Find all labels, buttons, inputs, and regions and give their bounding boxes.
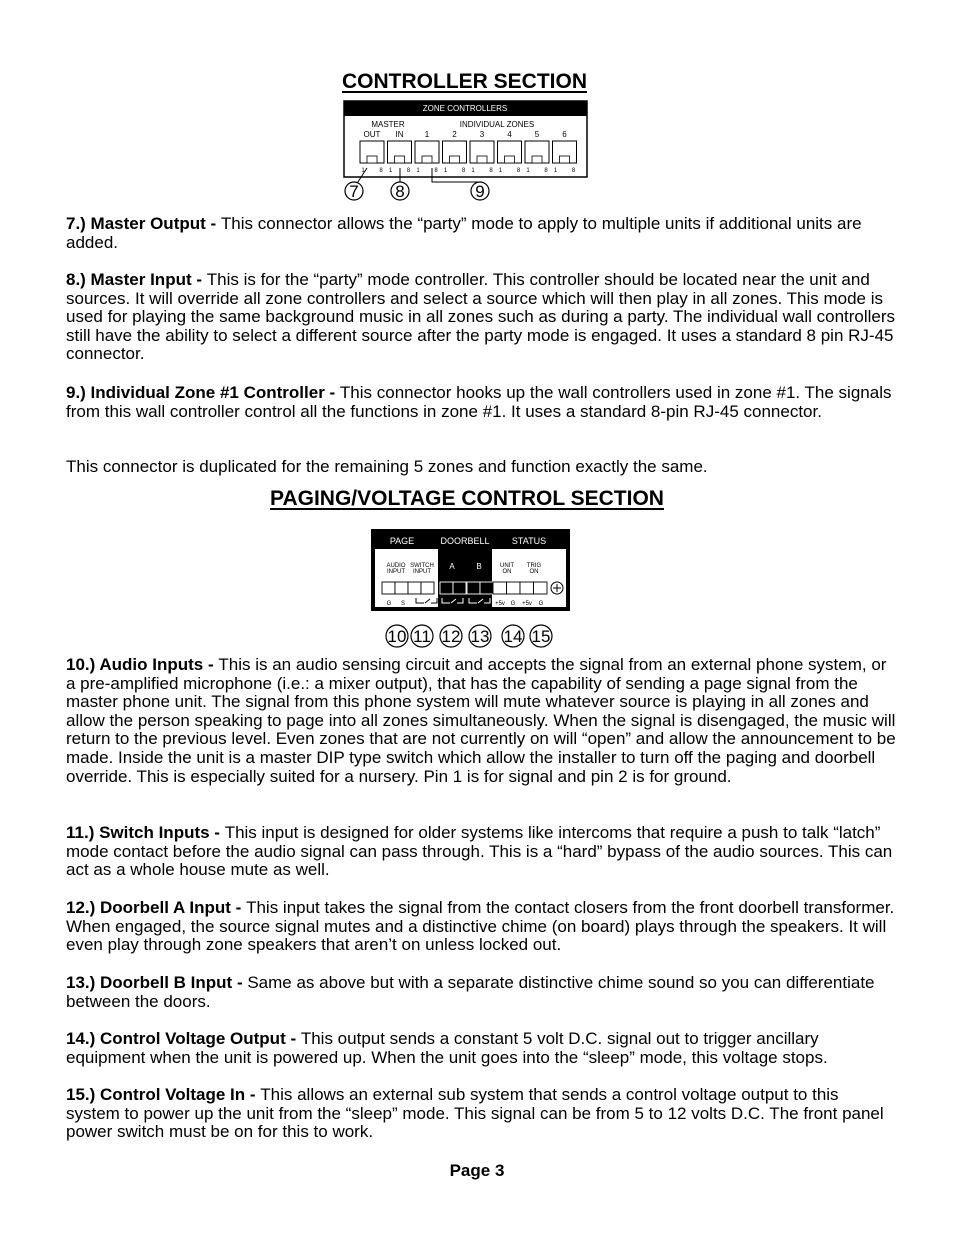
pin-label-high: 8 bbox=[379, 168, 383, 174]
item-lead: 14.) Control Voltage Output - bbox=[66, 1029, 301, 1048]
header-doorbell: DOORBELL bbox=[440, 536, 490, 546]
item-lead: 11.) Switch Inputs - bbox=[66, 823, 225, 842]
terminal-slot bbox=[534, 582, 548, 594]
terminal-slot bbox=[453, 582, 466, 594]
svg-text:7: 7 bbox=[349, 182, 359, 201]
unit-on-label-2: ON bbox=[502, 569, 512, 575]
callout-15 bbox=[530, 625, 552, 647]
svg-text:15: 15 bbox=[531, 627, 551, 646]
terminal-slot bbox=[480, 582, 493, 594]
pin-label-low: 1 bbox=[526, 168, 530, 174]
callout-11 bbox=[411, 625, 433, 647]
rj45-latch bbox=[450, 156, 460, 163]
zone-controllers-banner: ZONE CONTROLLERS bbox=[422, 104, 508, 113]
port-label: 3 bbox=[479, 130, 485, 139]
doorbell-a-label: A bbox=[449, 562, 455, 571]
trig-on-label: TRIG bbox=[526, 563, 542, 569]
page-number: Page 3 bbox=[449, 1161, 505, 1180]
rj45-latch bbox=[505, 156, 515, 163]
callout-14 bbox=[502, 625, 524, 647]
terminal-slot bbox=[493, 582, 507, 594]
port-label: 2 bbox=[452, 130, 457, 139]
callout-12 bbox=[440, 625, 462, 647]
item-control-voltage-output bbox=[66, 1030, 896, 1067]
terminal-g-1: G bbox=[386, 601, 392, 607]
item-audio-inputs bbox=[66, 656, 896, 786]
item-zone-controller bbox=[66, 384, 896, 421]
pin-label-high: 8 bbox=[489, 168, 493, 174]
controller-section-title: CONTROLLER SECTION bbox=[342, 70, 587, 93]
item-doorbell-a bbox=[66, 899, 896, 955]
switch-input-label: SWITCH bbox=[410, 563, 434, 569]
item-switch-inputs bbox=[66, 824, 896, 880]
ground-screw-icon bbox=[551, 582, 563, 594]
item-text: This connector hooks up the wall controllers used in zone #1. The signals from this wall controller control all the functions in zone #1. It uses a standard 8-pin RJ-45 connector. bbox=[66, 383, 892, 421]
terminal-slot bbox=[520, 582, 534, 594]
port-label: OUT bbox=[363, 130, 381, 139]
item-master-input bbox=[66, 271, 896, 364]
terminal-slot bbox=[507, 582, 521, 594]
item-text: This output sends a constant 5 volt D.C. signal out to trigger ancillary equipment when the unit is powered up. When the unit goes into the “sleep” mode, this voltage stops. bbox=[66, 1029, 828, 1067]
rj45-latch bbox=[422, 156, 432, 163]
item-lead: 8.) Master Input - bbox=[66, 270, 207, 289]
item-lead: 12.) Doorbell A Input - bbox=[66, 898, 247, 917]
terminal-slot bbox=[382, 582, 395, 594]
zone-controllers-diagram bbox=[340, 100, 590, 205]
pin-label-low: 1 bbox=[553, 168, 558, 174]
master-label: MASTER bbox=[371, 120, 405, 129]
port-label: IN bbox=[395, 130, 404, 139]
item-lead: 13.) Doorbell B Input - bbox=[66, 973, 248, 992]
item-lead: 7.) Master Output - bbox=[66, 214, 221, 233]
pin-label-low: 1 bbox=[388, 168, 393, 174]
item-doorbell-b bbox=[66, 974, 896, 1011]
unit-on-label: UNIT bbox=[500, 563, 514, 569]
svg-text:13: 13 bbox=[470, 627, 490, 646]
item-text: This input is designed for older systems like intercoms that require a push to talk “latch” mode contact before the audio signal can pass through. This is a “hard” bypass of the audio sources. This can act as a whole house mute as well. bbox=[66, 823, 893, 880]
terminal-s: S bbox=[400, 601, 406, 607]
audio-input-label: AUDIO bbox=[386, 563, 406, 569]
item-text: This allows an external sub system that sends a control voltage output to this system to power up the unit from the “sleep” mode. This signal can be from 5 to 12 volts D.C. The front panel power switch must be on for this to work. bbox=[66, 1085, 884, 1142]
item-text: Same as above but with a separate distinctive chime sound so you can differentiate between the doors. bbox=[66, 973, 875, 1011]
port-label: 6 bbox=[562, 130, 567, 139]
callout-9 bbox=[471, 182, 489, 201]
svg-text:9: 9 bbox=[475, 182, 485, 201]
callout-10 bbox=[386, 625, 408, 647]
rj45-latch bbox=[367, 156, 377, 163]
callout-7 bbox=[345, 182, 363, 201]
pin-label-low: 1 bbox=[416, 168, 420, 174]
port-label: 4 bbox=[507, 130, 512, 139]
svg-text:8: 8 bbox=[395, 182, 405, 201]
paging-voltage-diagram bbox=[370, 528, 580, 653]
svg-text:11: 11 bbox=[413, 627, 431, 646]
pin-label-high: 8 bbox=[571, 168, 576, 174]
terminal-5v-2: +5v bbox=[522, 601, 532, 607]
terminal-g-2: G bbox=[510, 601, 516, 607]
svg-text:10: 10 bbox=[387, 627, 407, 646]
pin-label-low: 1 bbox=[471, 168, 475, 174]
audio-input-label-2: INPUT bbox=[387, 569, 405, 575]
pin-label-low: 1 bbox=[361, 168, 365, 174]
switch-input-label-2: INPUT bbox=[413, 569, 431, 575]
item-text: This input takes the signal from the contact closers from the front doorbell transformer. When engaged, the source signal mutes and a distinctive chime (on board) plays through the speakers. It will even play through zone speakers that aren’t on unless locked out. bbox=[66, 898, 895, 955]
terminal-slot bbox=[395, 582, 408, 594]
doorbell-b-label: B bbox=[476, 562, 482, 571]
callout-8 bbox=[391, 182, 409, 201]
svg-text:12: 12 bbox=[441, 627, 461, 646]
pin-label-high: 8 bbox=[461, 168, 466, 174]
rj45-latch bbox=[477, 156, 487, 163]
paging-section-title: PAGING/VOLTAGE CONTROL SECTION bbox=[270, 487, 664, 510]
port-label: 5 bbox=[534, 130, 540, 139]
item-master-output bbox=[66, 215, 896, 252]
rj45-latch bbox=[560, 156, 570, 163]
rj45-latch bbox=[395, 156, 405, 163]
pin-label-low: 1 bbox=[443, 168, 448, 174]
svg-text:14: 14 bbox=[503, 627, 523, 646]
pin-label-high: 8 bbox=[544, 168, 548, 174]
item-control-voltage-in bbox=[66, 1086, 896, 1142]
pin-label-low: 1 bbox=[498, 168, 503, 174]
item-lead: 15.) Control Voltage In - bbox=[66, 1085, 261, 1104]
terminal-5v-1: +5v bbox=[495, 601, 505, 607]
item-lead: 9.) Individual Zone #1 Controller - bbox=[66, 383, 340, 402]
trig-on-label-2: ON bbox=[529, 569, 539, 575]
terminal-slot bbox=[421, 582, 434, 594]
item-lead: 10.) Audio Inputs - bbox=[66, 655, 219, 674]
header-status: STATUS bbox=[511, 536, 547, 546]
individual-zones-label: INDIVIDUAL ZONES bbox=[459, 120, 535, 129]
item-text: This is an audio sensing circuit and accepts the signal from an external phone system, or a pre-amplified microphone (i.e.: a mixer output), that has the capability of sending a page signal from the master phone unit. The signal from this phone system will mute whatever source is playing in all zones and allow the person speaking to page into all zones simultaneously. When the signal is disengaged, the music will return to the previous level. Even zones that are not currently on will “open” and allow the announcement to be made. Inside the unit is a master DIP type switch which allow the installer to turn off the paging and doorbell override. This is especially suited for a nursery. Pin 1 is for signal and pin 2 is for ground. bbox=[66, 655, 896, 786]
item-text: This is for the “party” mode controller. This controller should be located near the unit and sources. It will override all zone controllers and select a source which will then play in all zones. This mode is used for playing the same background music in all zones such as during a party. The individual wall controllers still have the ability to select a different source after the party mode is engaged. It uses a standard 8 pin RJ-45 connector. bbox=[66, 270, 896, 364]
terminal-slot bbox=[408, 582, 421, 594]
terminal-g-3: G bbox=[538, 601, 544, 607]
port-label: 1 bbox=[424, 130, 430, 139]
pin-label-high: 8 bbox=[406, 168, 411, 174]
rj45-latch bbox=[532, 156, 542, 163]
header-page: PAGE bbox=[389, 536, 415, 546]
pin-label-high: 8 bbox=[434, 168, 438, 174]
terminal-slot bbox=[467, 582, 480, 594]
callout-13 bbox=[469, 625, 491, 647]
terminal-slot bbox=[440, 582, 453, 594]
item-text: This connector allows the “party” mode to apply to multiple units if additional units are added. bbox=[66, 214, 862, 252]
pin-label-high: 8 bbox=[516, 168, 521, 174]
controller-note: This connector is duplicated for the remaining 5 zones and function exactly the same. bbox=[66, 457, 708, 476]
